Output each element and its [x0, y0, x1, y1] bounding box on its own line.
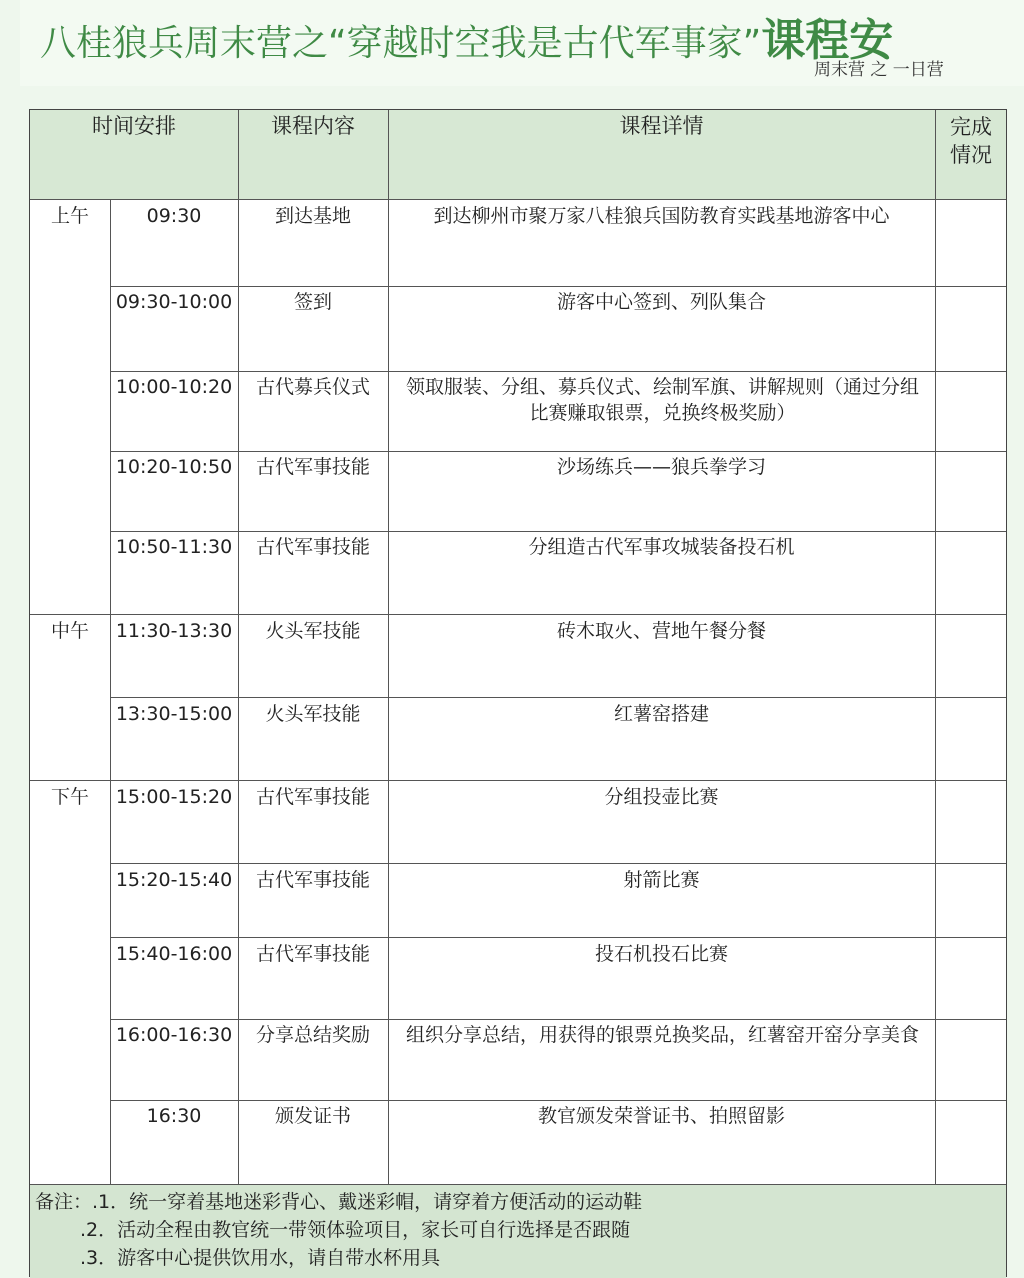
row-content: 古代军事技能 [255, 786, 370, 808]
grid-line [30, 199, 1006, 200]
row-time: 09:30-10:00 [115, 291, 233, 313]
grid-line [110, 531, 1006, 532]
schedule-table [29, 109, 1007, 1277]
header-detail: 课程详情 [619, 114, 704, 138]
row-content: 古代军事技能 [255, 456, 370, 478]
row-content: 古代军事技能 [255, 943, 370, 965]
grid-line [30, 614, 1006, 615]
grid-line [388, 110, 389, 1184]
grid-line [110, 286, 1006, 287]
row-content: 到达基地 [274, 205, 351, 227]
row-content: 古代募兵仪式 [255, 376, 370, 398]
grid-line [935, 110, 936, 1184]
row-detail: 组织分享总结，用获得的银票兑换奖品，红薯窑开窑分享美食 [405, 1024, 919, 1046]
row-detail: 到达柳州市聚万家八桂狼兵国防教育实践基地游客中心 [433, 205, 890, 227]
row-detail: 射箭比赛 [623, 869, 700, 891]
grid-line [110, 1019, 1006, 1020]
row-detail: 沙场练兵——狼兵拳学习 [556, 456, 766, 478]
page-subtitle: 周末营 之 一日营 [814, 60, 944, 80]
grid-line [110, 371, 1006, 372]
page-title [40, 4, 893, 68]
row-content: 签到 [293, 291, 332, 313]
row-time: 10:00-10:20 [115, 376, 233, 398]
row-detail: 砖木取火、营地午餐分餐 [556, 620, 766, 642]
row-time: 16:00-16:30 [115, 1024, 233, 1046]
row-content: 分享总结奖励 [255, 1024, 370, 1046]
row-time: 09:30 [146, 205, 202, 227]
header-time: 时间安排 [92, 114, 176, 138]
row-time: 10:20-10:50 [115, 456, 233, 478]
grid-line [30, 780, 1006, 781]
header-status: 完成情况 [950, 115, 992, 167]
row-time: 15:40-16:00 [115, 943, 233, 965]
row-detail: 红薯窑搭建 [613, 703, 709, 725]
grid-line [110, 937, 1006, 938]
grid-line [110, 697, 1006, 698]
row-detail: 分组投壶比赛 [604, 786, 719, 808]
row-detail: 教官颁发荣誉证书、拍照留影 [537, 1105, 785, 1127]
row-content: 古代军事技能 [255, 536, 370, 558]
note-line: .3．游客中心提供饮用水，请自带水杯用具 [80, 1247, 441, 1269]
period-noon: 中午 [50, 620, 89, 642]
row-time: 15:00-15:20 [115, 786, 233, 808]
period-morning: 上午 [50, 205, 89, 227]
period-afternoon: 下午 [50, 786, 89, 808]
row-time: 15:20-15:40 [115, 869, 233, 891]
row-content: 古代军事技能 [255, 869, 370, 891]
row-time: 13:30-15:00 [115, 703, 233, 725]
row-time: 11:30-13:30 [115, 620, 233, 642]
header-content: 课程内容 [271, 114, 355, 138]
row-detail: 领取服装、分组、募兵仪式、绘制军旗、讲解规则（通过分组比赛赚取银票，兑换终极奖励） [405, 376, 919, 424]
row-detail: 分组造古代军事攻城装备投石机 [528, 536, 795, 558]
row-content: 火头军技能 [265, 703, 361, 725]
row-detail: 投石机投石比赛 [594, 943, 728, 965]
note-line: .2．活动全程由教官统一带领体验项目，家长可自行选择是否跟随 [80, 1219, 631, 1241]
row-content: 颁发证书 [274, 1105, 351, 1127]
grid-line [30, 1184, 1006, 1185]
row-content: 火头军技能 [265, 620, 361, 642]
title-emphasis: 课程安 [761, 15, 894, 66]
row-time: 16:30 [146, 1105, 202, 1127]
row-detail: 游客中心签到、列队集合 [556, 291, 766, 313]
row-time: 10:50-11:30 [115, 536, 233, 558]
title-main: 八桂狼兵周末营之“穿越时空我是古代军事家” [40, 23, 762, 64]
grid-line [110, 451, 1006, 452]
note-line: 备注：.1．统一穿着基地迷彩背心、戴迷彩帽，请穿着方便活动的运动鞋 [35, 1191, 643, 1213]
grid-line [110, 863, 1006, 864]
grid-line [110, 1100, 1006, 1101]
